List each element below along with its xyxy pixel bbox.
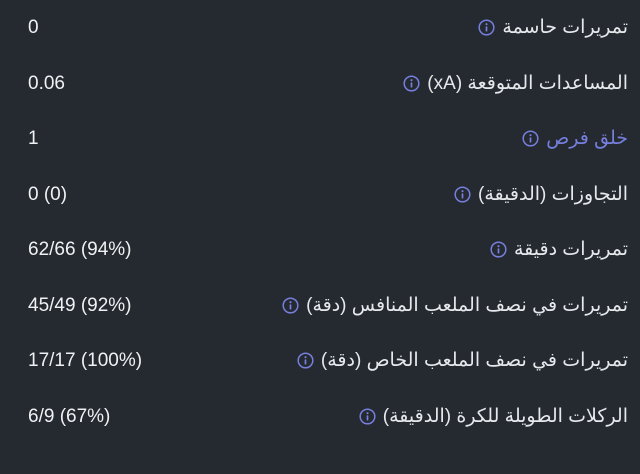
stat-label-text: الركلات الطويلة للكرة (الدقيقة) [382,405,628,427]
stat-value: 0 (0) [28,183,68,205]
info-icon[interactable] [522,130,539,147]
stat-value: 45/49 (92%) [28,294,132,316]
stat-label-text: تمريرات في نصف الملعب الخاص (دقة) [320,350,628,372]
info-icon[interactable] [359,408,376,425]
stat-row-dribbles [0,167,640,223]
info-icon[interactable] [478,19,495,36]
stat-label [359,407,628,426]
stat-value: 0.06 [28,72,65,94]
stat-row-accurate-passes [0,222,640,278]
stat-label [403,74,628,93]
stat-label-text: تمريرات حاسمة [502,17,628,39]
stat-row-passes-own-half [0,333,640,389]
stat-label-text: التجاوزات (الدقيقة) [478,183,628,205]
info-icon[interactable] [297,352,314,369]
stat-label-text: خلق فرص [546,128,628,150]
stat-label [282,296,628,315]
stat-row-passes-opposition-half [0,278,640,334]
stat-value: 1 [28,128,39,150]
stat-label-text: المساعدات المتوقعة (xA) [427,72,628,94]
info-icon[interactable] [282,297,299,314]
stat-label-text: تمريرات دقيقة [513,239,628,261]
stat-row-long-balls [0,389,640,445]
info-icon[interactable] [490,241,507,258]
info-icon[interactable] [403,75,420,92]
stat-label-text: تمريرات في نصف الملعب المنافس (دقة) [306,294,628,316]
stat-label [454,185,628,204]
stat-value: 62/66 (94%) [28,239,132,261]
info-icon[interactable] [454,186,471,203]
stat-value: 6/9 (67%) [28,405,111,427]
stat-value: 0 [28,17,39,39]
stat-label[interactable] [522,129,628,148]
stat-row-key-passes [0,0,640,56]
stat-value: 17/17 (100%) [28,350,143,372]
stat-label [297,351,628,370]
stat-label [490,240,628,259]
stat-row-expected-assists [0,56,640,112]
stat-row-chances-created [0,111,640,167]
stat-label [478,18,628,37]
